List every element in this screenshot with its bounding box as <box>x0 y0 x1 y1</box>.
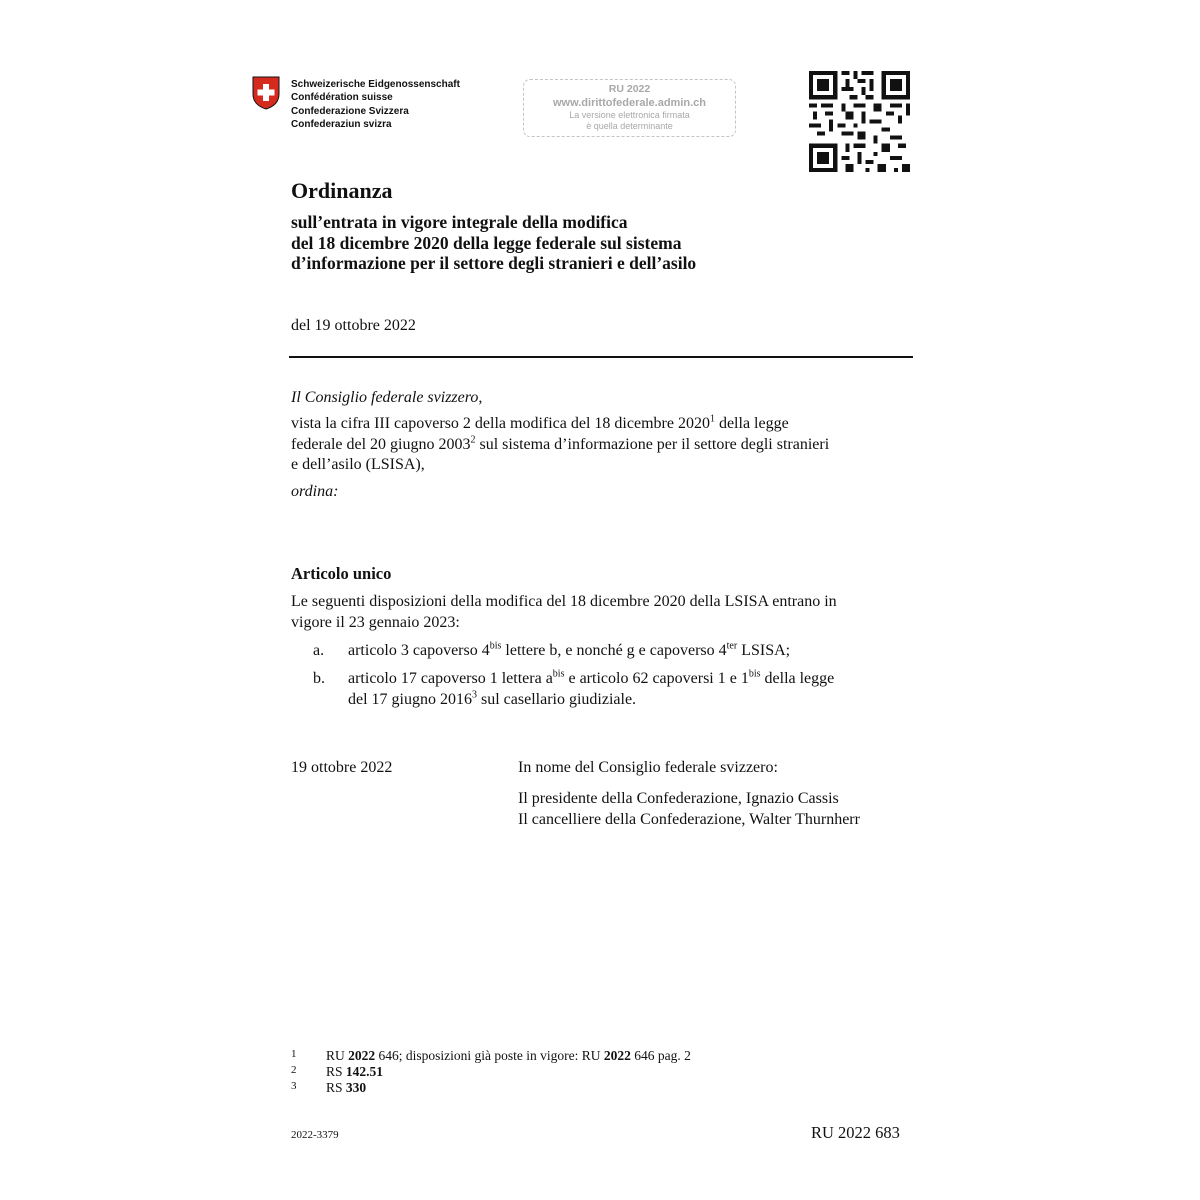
footnote-ref-2: 2 <box>470 434 476 446</box>
article-text: Le seguenti disposizioni della modifica del 18 dicembre 2020 della LSISA entrano in vigore il 23 gennaio 2023: <box>291 593 837 631</box>
footnote-3: RS 330 <box>326 1080 367 1095</box>
subtitle-line: del 18 dicembre 2020 della legge federale sul sistema <box>291 232 682 253</box>
qr-code-icon <box>809 71 910 172</box>
document-title: Ordinanza <box>291 178 393 203</box>
signature-date: 19 ottobre 2022 <box>291 759 393 776</box>
federation-name-rm: Confederaziun svizra <box>291 118 392 130</box>
article-title: Articolo unico <box>291 564 392 583</box>
signatories <box>518 789 860 830</box>
document-subtitle <box>291 212 851 274</box>
subtitle-line: sull’entrata in vigore integrale della modifica <box>291 212 628 232</box>
official-compilation-number: RU 2022 683 <box>811 1123 900 1142</box>
federation-name-it: Confederazione Svizzera <box>291 105 409 117</box>
document-date: del 19 ottobre 2022 <box>291 317 416 334</box>
list-item-letter: b. <box>313 670 325 687</box>
swiss-coat-of-arms-icon <box>252 76 280 110</box>
signature-intro: In nome del Consiglio federale svizzero: <box>518 759 778 776</box>
stamp-url: www.dirittofederale.admin.ch <box>552 97 706 109</box>
document-number: 2022-3379 <box>291 1129 339 1141</box>
footnote-number: 3 <box>291 1080 297 1092</box>
federation-name-fr: Confédération suisse <box>291 92 393 104</box>
list-item: articolo 17 capoverso 1 lettera $a^{bis}$ e articolo 62 capoversi 1 e $1^{bis}$ della legge del 17 giugno 2016$^3$ sul casellario giudiziale. <box>348 668 835 708</box>
list-item-letter: a. <box>313 642 325 659</box>
list-item: articolo 3 capoverso $4^{bis}$ lettere b, e nonché g e capoverso $4^{ter}$ LSISA; <box>348 640 791 659</box>
stamp-note-1: La versione elettronica firmata <box>569 110 690 120</box>
preamble: vista la cifra III capoverso 2 della modifica del 18 dicembre 2020$^1$ della legge federale del 20 giugno 2003$^2$ sul sistema d’informazione per il settore degli stranieri e dell’asilo (LSISA), <box>291 413 830 473</box>
footnote-1: RU 2022 646; disposizioni già poste in vigore: RU 2022 646 pag. 2 <box>326 1048 691 1063</box>
footnote-2: RS 142.51 <box>326 1064 384 1079</box>
signatory-chancellor: Il cancelliere della Confederazione, Walter Thurnherr <box>518 810 860 828</box>
footnote-number: 2 <box>291 1064 297 1076</box>
ordina-label: ordina: <box>291 483 339 500</box>
subtitle-line: d’informazione per il settore degli stranieri e dell’asilo <box>291 253 697 273</box>
footnote-ref-1: 1 <box>709 413 715 425</box>
stamp-note-2: è quella determinante <box>586 121 673 131</box>
stamp-ru: RU 2022 <box>608 83 651 95</box>
signatory-president: Il presidente della Confederazione, Ignazio Cassis <box>518 790 839 807</box>
issuing-authority: Il Consiglio federale svizzero, <box>291 389 483 406</box>
electronic-version-stamp <box>523 79 736 137</box>
title-divider <box>289 356 913 358</box>
footnote-number: 1 <box>291 1048 297 1060</box>
federation-name-de: Schweizerische Eidgenossenschaft <box>291 79 460 90</box>
footnote-ref-3: 3 <box>472 689 477 701</box>
federation-names <box>291 78 460 131</box>
